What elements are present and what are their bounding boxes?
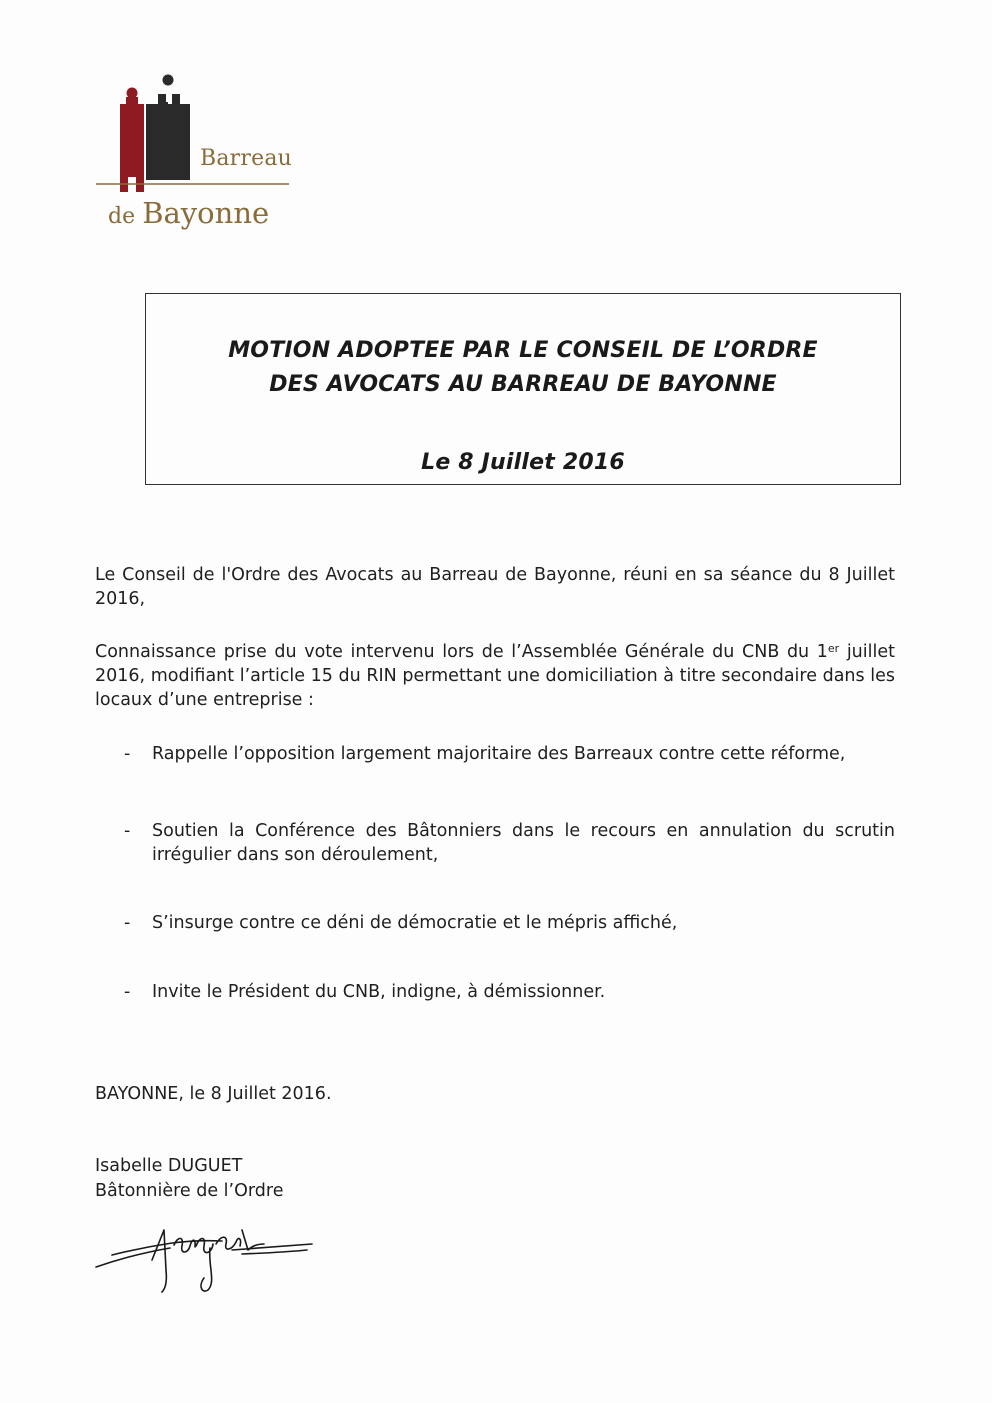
barreau-logo: [92, 72, 307, 242]
bullet-item: Soutien la Conférence des Bâtonniers dans le recours en annulation du scrutin irrégulier dans son déroulement,: [152, 821, 895, 865]
bullet-marker: -: [124, 744, 131, 764]
title-line-1: MOTION ADOPTEE PAR LE CONSEIL DE L’ORDRE: [228, 338, 818, 363]
logo-word-barreau: Barreau: [200, 146, 293, 171]
logo-word-bayonne: [108, 196, 269, 230]
title-date: Le 8 Juillet 2016: [421, 450, 625, 475]
signer-name: Isabelle DUGUET: [95, 1156, 243, 1176]
bullet-item: Rappelle l’opposition largement majoritaire des Barreaux contre cette réforme,: [152, 744, 846, 764]
logo-word-de: de: [108, 204, 136, 229]
signer-title: Bâtonnière de l’Ordre: [95, 1181, 284, 1201]
paragraph-council: Le Conseil de l'Ordre des Avocats au Barreau de Bayonne, réuni en sa séance du 8 Juillet 2016,: [95, 565, 895, 609]
title-line-2: DES AVOCATS AU BARREAU DE BAYONNE: [269, 372, 777, 397]
bullet-marker: -: [124, 913, 131, 933]
title-box: [145, 293, 901, 485]
paragraph-vote-part2: juillet 2016, modifiant l’article 15 du RIN permettant une domiciliation à titre secondaire dans les locaux d’une entreprise :: [95, 642, 895, 710]
bullet-marker: -: [124, 821, 131, 841]
handwritten-signature-icon: [92, 1210, 317, 1295]
bullet-item: Invite le Président du CNB, indigne, à démissionner.: [152, 982, 606, 1002]
paragraph-vote-part1: Connaissance prise du vote intervenu lors de l’Assemblée Générale du CNB du 1: [95, 642, 828, 662]
paragraph-vote: [95, 640, 895, 712]
bullet-marker: -: [124, 982, 131, 1002]
paragraph-vote-superscript: er: [827, 642, 840, 655]
logo-word-bayonne-main: Bayonne: [142, 196, 270, 230]
bullet-item: S’insurge contre ce déni de démocratie et le mépris affiché,: [152, 913, 678, 933]
place-date: BAYONNE, le 8 Juillet 2016.: [95, 1084, 332, 1104]
